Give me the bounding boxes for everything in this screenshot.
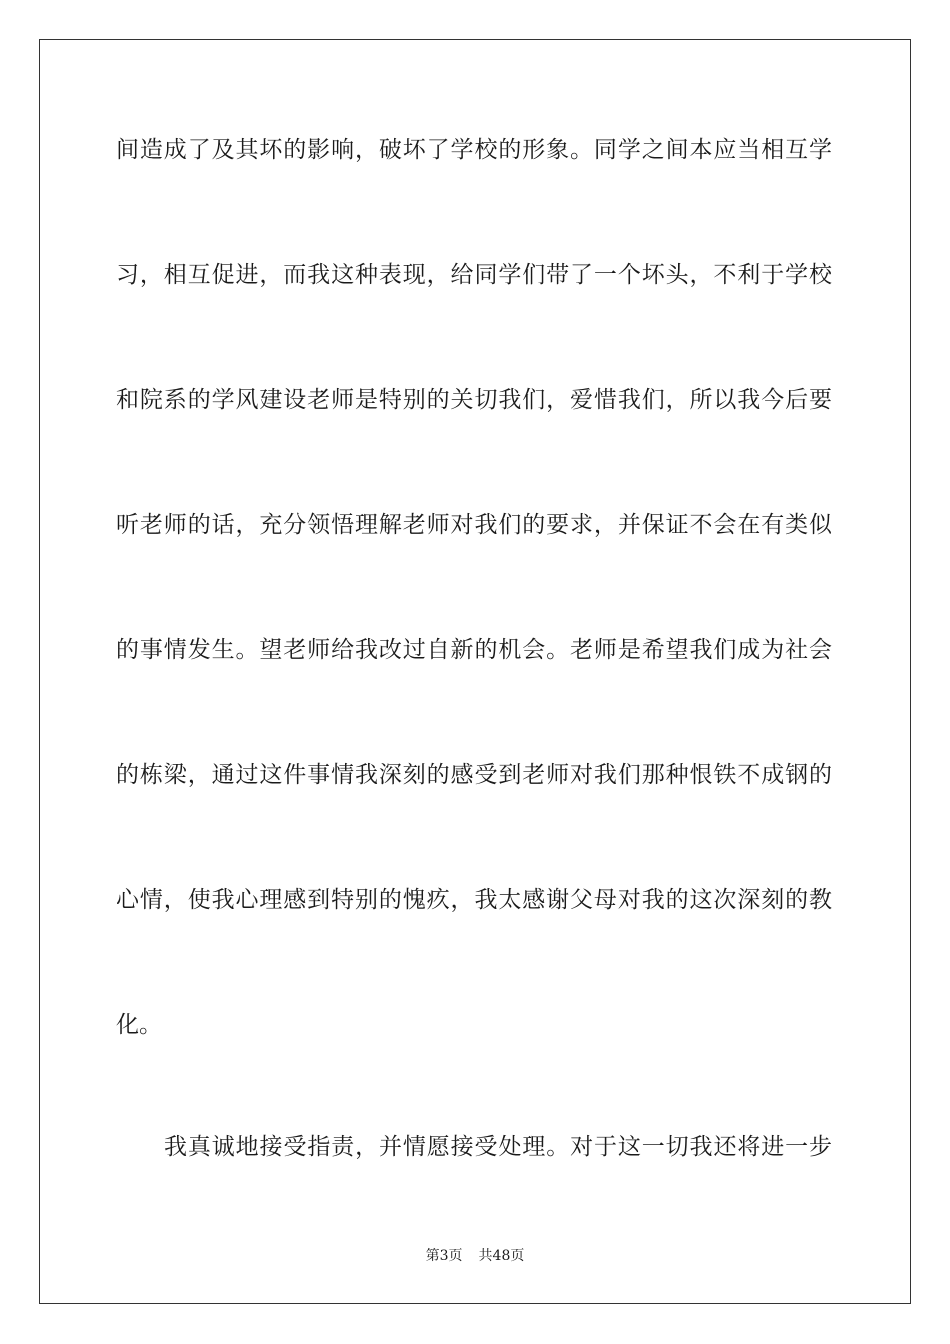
body-text-line: 听老师的话，充分领悟理解老师对我们的要求，并保证不会在有类似 — [116, 512, 832, 538]
page-number: 第3页 — [425, 1248, 463, 1264]
page-frame — [39, 39, 911, 1304]
body-text-line: 间造成了及其坏的影响，破坏了学校的形象。同学之间本应当相互学 — [116, 137, 832, 163]
page-footer — [0, 1247, 950, 1265]
body-text-line: 心情，使我心理感到特别的愧疚，我太感谢父母对我的这次深刻的教 — [116, 887, 832, 913]
body-text-line: 的栋梁，通过这件事情我深刻的感受到老师对我们那种恨铁不成钢的 — [116, 762, 832, 788]
body-text-line: 习，相互促进，而我这种表现，给同学们带了一个坏头，不利于学校 — [116, 262, 832, 288]
page-total: 共48页 — [478, 1248, 525, 1264]
body-text-line: 和院系的学风建设老师是特别的关切我们，爱惜我们，所以我今后要 — [116, 387, 832, 413]
body-text-line: 的事情发生。望老师给我改过自新的机会。老师是希望我们成为社会 — [116, 637, 832, 663]
body-text-line: 化。 — [116, 1012, 162, 1038]
paragraph-first-line: 我真诚地接受指责，并情愿接受处理。对于这一切我还将进一步 — [164, 1134, 832, 1160]
